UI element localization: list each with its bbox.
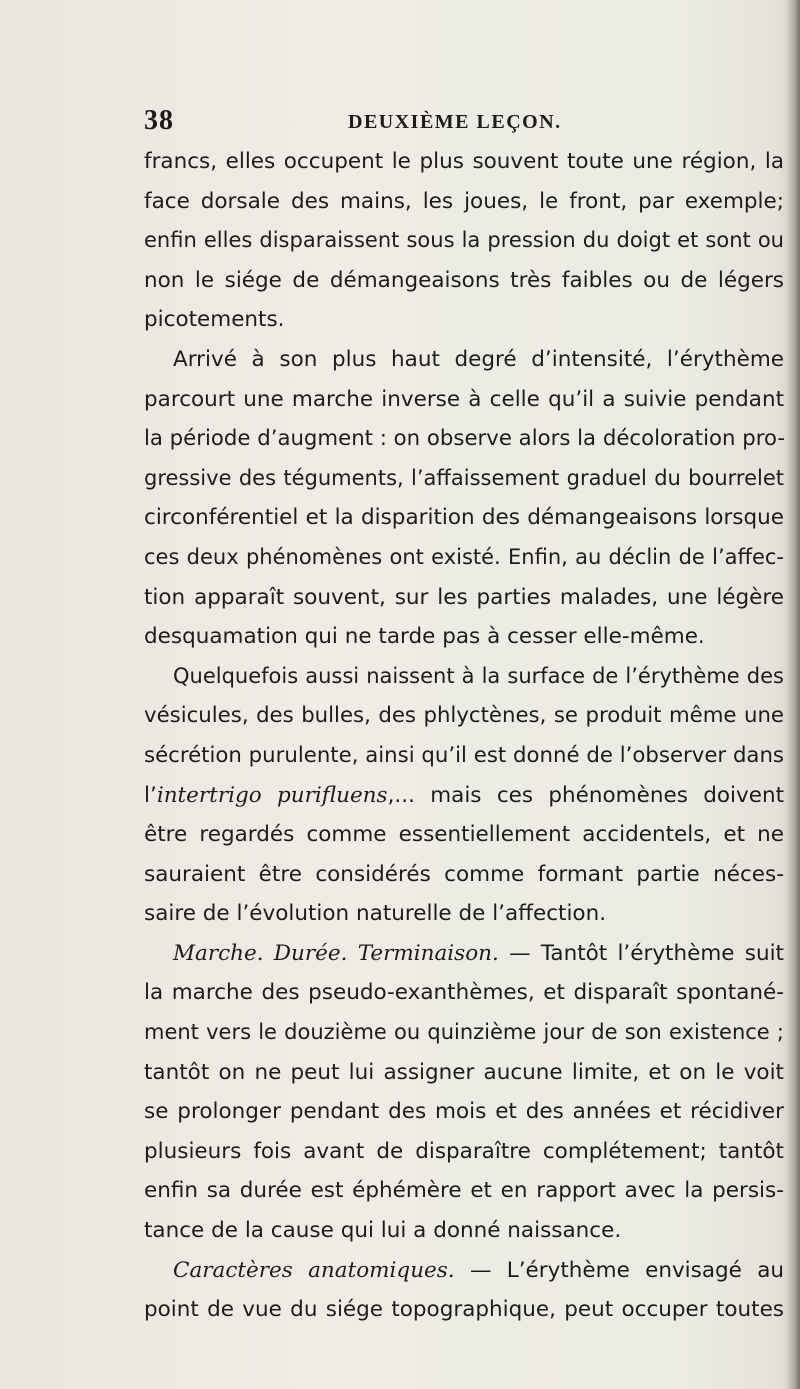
text-line: [144, 776, 784, 816]
text-line: desquamation qui ne tarde pas à cesser elle-même.: [144, 624, 705, 650]
text-line: Arrivé à son plus haut degré d’intensité, l’érythème: [173, 346, 784, 372]
text-line: face dorsale des mains, les joues, le front, par exemple;: [144, 188, 784, 214]
text-line: gressive des téguments, l’affaissement graduel du bourrelet: [144, 465, 784, 490]
text-line: ces deux phénomènes ont existé. Enfin, au déclin de l’affec-: [144, 544, 784, 569]
text-line: [144, 1251, 784, 1291]
text-line: enfin sa durée est éphémère et en rapport avec la persis-: [144, 1178, 784, 1204]
italic-phrase: Marche. Durée. Terminaison.: [173, 940, 499, 966]
italic-phrase: intertrigo purifluens: [156, 782, 388, 808]
text-line: la marche des pseudo-exanthèmes, et disparaît spontané-: [144, 980, 784, 1006]
text-segment: l’: [144, 782, 157, 808]
page-number: 38: [144, 105, 174, 136]
text-line: la période d’augment : on observe alors la décoloration pro-: [144, 426, 786, 452]
text-line: saire de l’évolution naturelle de l’affection.: [144, 901, 607, 927]
text-line: Quelquefois aussi naissent à la surface de l’érythème des: [173, 663, 784, 688]
text-line: sauraient être considérés comme formant partie néces-: [144, 861, 784, 887]
text-line: être regardés comme essentiellement accidentels, et ne: [144, 822, 784, 848]
text-segment: — Tantôt l’érythème suit: [498, 940, 784, 966]
running-head: DEUXIÈME LEÇON.: [348, 111, 562, 133]
text-line: [144, 934, 784, 974]
text-line: tantôt on ne peut lui assigner aucune limite, et on le voit: [144, 1059, 784, 1085]
body-text: [144, 142, 784, 1330]
text-line: francs, elles occupent le plus souvent toute une région, la: [144, 149, 784, 174]
text-line: ment vers le douzième ou quinzième jour de son existence ;: [144, 1020, 784, 1045]
italic-phrase: Caractères anatomiques.: [173, 1257, 455, 1283]
text-line: se prolonger pendant des mois et des années et récidiver: [144, 1099, 784, 1125]
text-segment: — L’érythème envisagé au: [454, 1257, 785, 1283]
text-line: tion apparaît souvent, sur les parties malades, une légère: [144, 584, 784, 610]
text-line: vésicules, des bulles, des phlyctènes, se produit même une: [144, 703, 784, 729]
text-line: tance de la cause qui lui a donné naissance.: [144, 1218, 622, 1244]
text-line: point de vue du siége topographique, peut occuper toutes: [144, 1297, 784, 1323]
text-line: enfin elles disparaissent sous la pression du doigt et sont ou: [144, 228, 784, 253]
text-line: circonférentiel et la disparition des démangeaisons lorsque: [144, 505, 784, 531]
text-line: picotements.: [144, 307, 285, 333]
page-edge-shadow: [786, 0, 800, 1389]
text-line: non le siége de démangeaisons très faibles ou de légers: [144, 267, 784, 293]
text-line: sécrétion purulente, ainsi qu’il est donné de l’observer dans: [144, 742, 784, 768]
text-line: plusieurs fois avant de disparaître complétement; tantôt: [144, 1138, 784, 1164]
page-header: [144, 105, 784, 139]
text-segment: ,... mais ces phénomènes doivent: [387, 782, 784, 808]
text-line: parcourt une marche inverse à celle qu’il a suivie pendant: [144, 386, 784, 412]
